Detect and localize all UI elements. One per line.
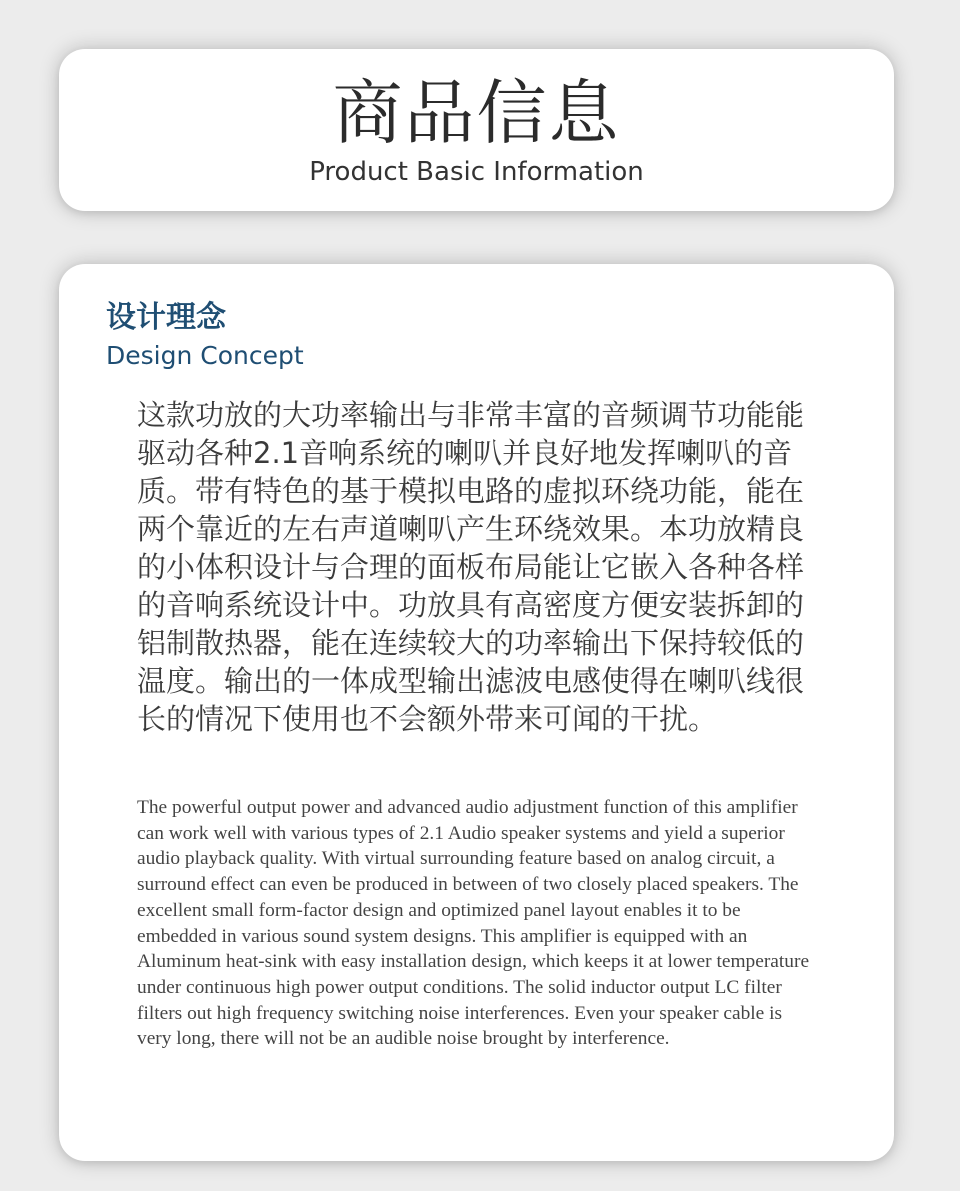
page-title: 商品信息 — [332, 72, 621, 154]
header-card — [59, 49, 894, 211]
page-subtitle: Product Basic Information — [309, 157, 644, 187]
section-title-chinese: 设计理念 — [106, 300, 226, 335]
description-chinese: 这款功放的大功率输出与非常丰富的音频调节功能能驱动各种2.1音响系统的喇叭并良好地发挥喇叭的音质。带有特色的基于模拟电路的虚拟环绕功能，能在两个靠近的左右声道喇叭产生环绕效果。本功放精良的小体积设计与合理的面板布局能让它嵌入各种各样的音响系统设计中。功放具有高密度方便安装拆卸的铝制散热器，能在连续较大的功率输出下保持较低的温度。输出的一体成型输出滤波电感使得在喇叭线很长的情况下使用也不会额外带来可闻的干扰。 — [137, 398, 805, 736]
design-concept-card — [59, 264, 894, 1161]
section-title-english: Design Concept — [106, 341, 304, 370]
description-english: The powerful output power and advanced audio adjustment function of this amplifier can work well with various types of 2.1 Audio speaker systems and yield a superior audio playback quality. With virtual surrounding feature based on analog circuit, a surround effect can even be produced in between of two closely placed speakers. The excellent small form-factor design and optimized panel layout enables it to be embedded in various sound system designs. This amplifier is equipped with an Aluminum heat-sink with easy installation design, which keeps it at lower temperature under continuous high power output conditions. The solid inductor output LC filter filters out high frequency switching noise interferences. Even your speaker cable is very long, there will not be an audible noise brought by interference. — [137, 797, 810, 1050]
